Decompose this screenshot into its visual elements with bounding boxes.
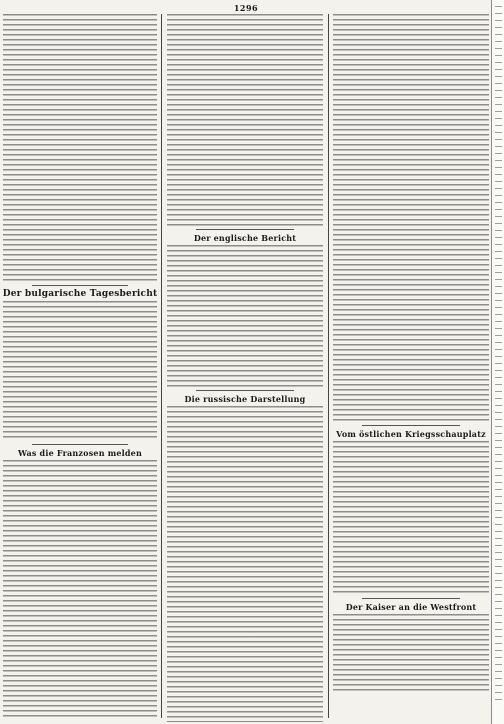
article-heading: Vom östlichen Kriegsschauplatz [336, 429, 486, 439]
adjacent-page-edge [491, 0, 504, 724]
article-heading: Was die Franzosen melden [18, 448, 142, 458]
article-text [333, 14, 489, 422]
column-divider [328, 14, 329, 718]
section-divider [32, 285, 128, 286]
column-middle [166, 14, 324, 718]
article-text [333, 441, 489, 595]
section-divider [362, 425, 460, 426]
page-number: 1296 [233, 3, 259, 13]
article-text [333, 614, 489, 692]
article-text [3, 460, 157, 718]
section-divider [32, 444, 128, 445]
article-heading: Der englische Bericht [193, 233, 297, 243]
section-divider [196, 229, 294, 230]
section-divider [196, 390, 294, 391]
article-heading: Der Kaiser an die Westfront [345, 602, 477, 612]
article-text [3, 14, 157, 282]
column-divider [161, 14, 162, 718]
column-right [332, 14, 490, 718]
article-text [167, 14, 323, 226]
article-heading: Der bulgarische Tagesbericht [2, 289, 158, 299]
article-text [3, 301, 157, 441]
article-heading: Die russische Darstellung [184, 394, 306, 404]
section-divider [362, 598, 460, 599]
article-text [167, 406, 323, 722]
column-left [2, 14, 158, 718]
article-text [167, 245, 323, 387]
